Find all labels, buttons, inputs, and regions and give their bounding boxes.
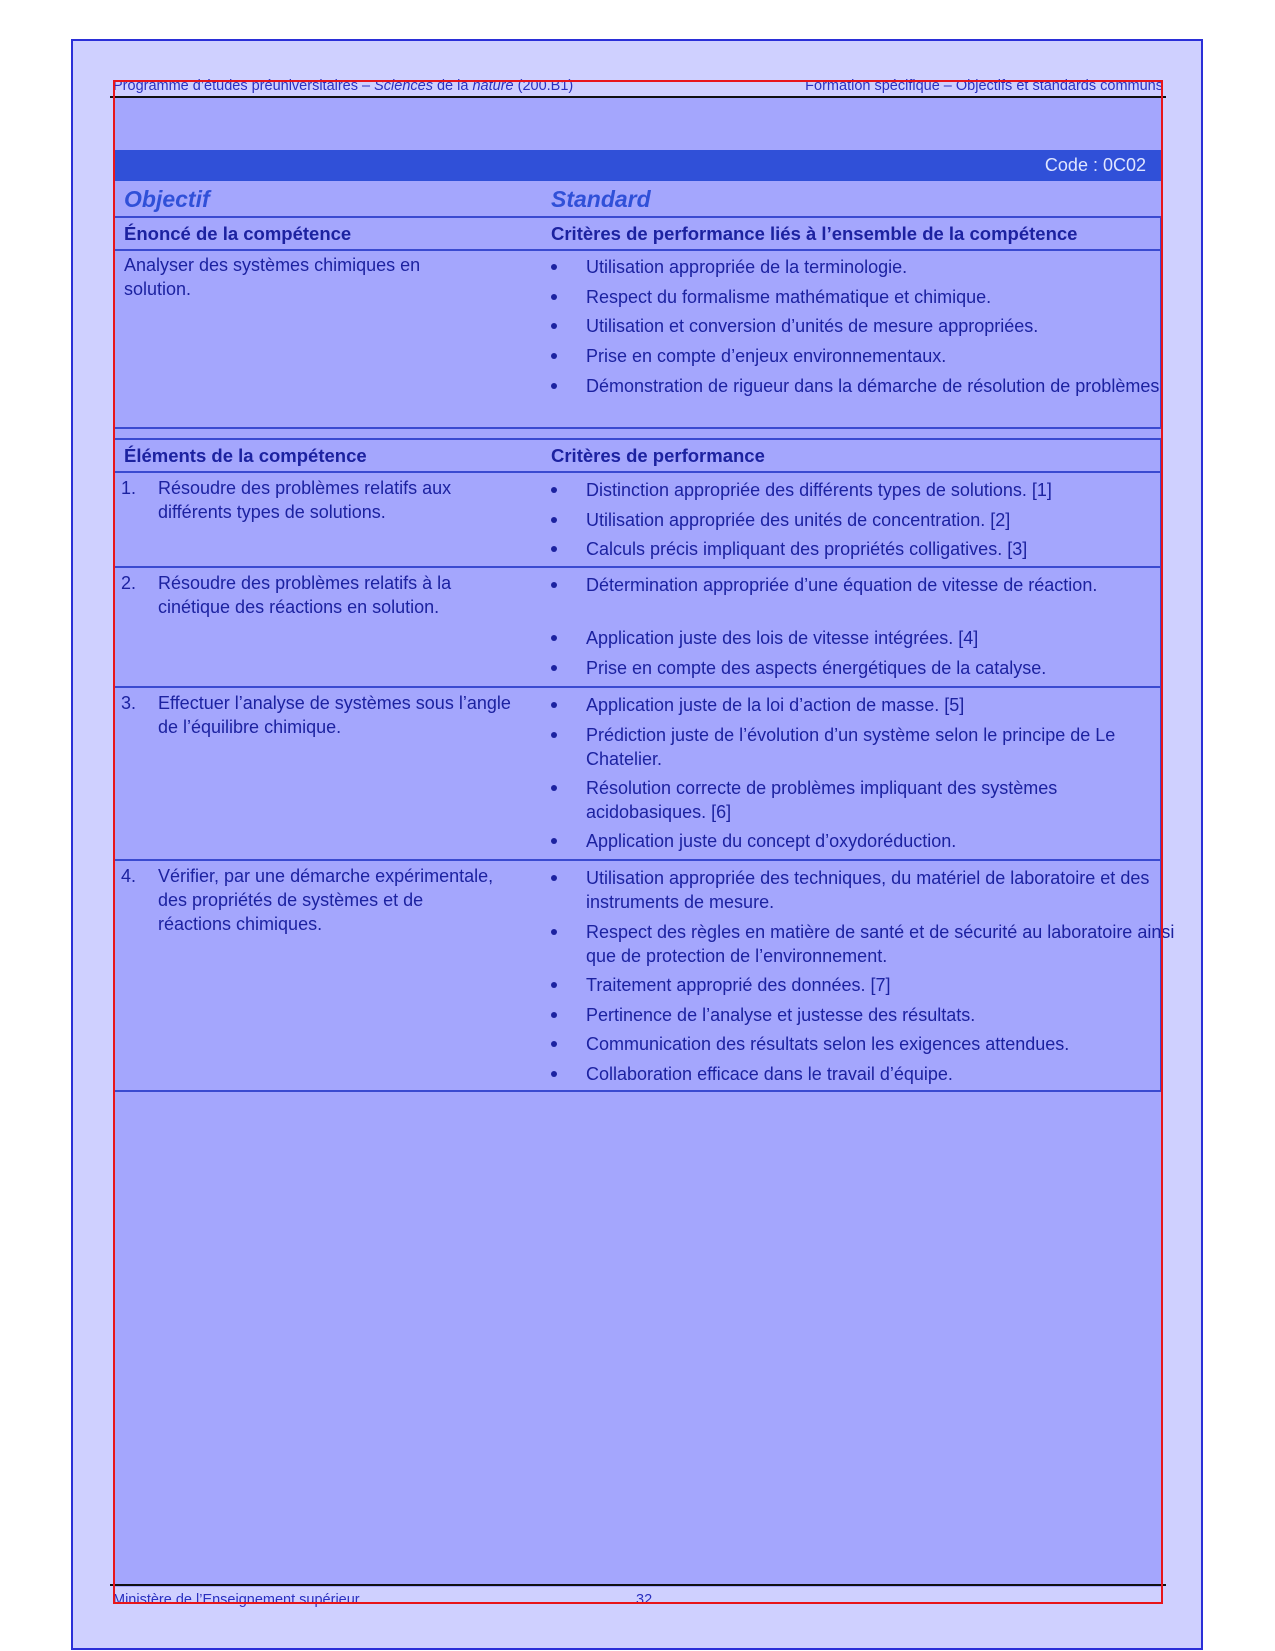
- bullet-icon: [551, 929, 557, 935]
- bullet-icon: [551, 982, 557, 988]
- bullet-icon: [551, 294, 557, 300]
- objective-title: Objectif: [124, 186, 210, 212]
- bullet-icon: [551, 582, 557, 588]
- bullet-icon: [551, 1071, 557, 1077]
- table-rule: [115, 566, 1160, 568]
- table-rule: [115, 686, 1160, 688]
- element-text: Vérifier, par une démarche expérimentale, des propriétés de systèmes et de réactions chimiques.: [158, 866, 494, 934]
- table-rule: [115, 471, 1160, 473]
- element-text: Résoudre des problèmes relatifs aux différents types de solutions.: [158, 478, 452, 522]
- bullet-icon: [551, 732, 557, 738]
- code-band: [113, 150, 1162, 181]
- element-text: Résoudre des problèmes relatifs à la cinétique des réactions en solution.: [158, 573, 452, 617]
- bullet-icon: [551, 875, 557, 881]
- standard-title: Standard: [551, 186, 651, 212]
- criteria-header: Critères de performance: [551, 445, 765, 466]
- bullet-icon: [551, 546, 557, 552]
- bullet-icon: [551, 702, 557, 708]
- running-header-left: Programme d’études préuniversitaires – Sciences de la nature (200.B1): [113, 78, 574, 94]
- element-number: 1.: [121, 478, 137, 498]
- footer-ministry: Ministère de l’Enseignement supérieur: [113, 1592, 360, 1608]
- bullet-icon: [551, 383, 557, 389]
- footer-rule: [110, 1584, 1166, 1586]
- global-criteria-header: Critères de performance liés à l’ensemble de la compétence: [551, 223, 1078, 244]
- elements-header: Éléments de la compétence: [124, 445, 367, 466]
- competency-statement: Analyser des systèmes chimiques en solution.: [124, 255, 421, 299]
- bullet-icon: [551, 264, 557, 270]
- element-text: Effectuer l’analyse de systèmes sous l’angle de l’équilibre chimique.: [158, 693, 511, 737]
- bullet-icon: [551, 517, 557, 523]
- bullet-icon: [551, 665, 557, 671]
- bullet-icon: [551, 487, 557, 493]
- bullet-icon: [551, 1012, 557, 1018]
- element-number: 2.: [121, 573, 137, 593]
- running-header-right: Formation spécifique – Objectifs et standards communs: [805, 78, 1163, 94]
- bullet-icon: [551, 323, 557, 329]
- bullet-icon: [551, 785, 557, 791]
- page-number: 32: [636, 1592, 653, 1608]
- bullet-icon: [551, 353, 557, 359]
- element-number: 4.: [121, 866, 137, 886]
- table-rule: [115, 249, 1160, 251]
- element-number: 3.: [121, 693, 137, 713]
- table-rule: [115, 859, 1160, 861]
- header-rule: [110, 96, 1166, 98]
- bullet-icon: [551, 838, 557, 844]
- statement-header: Énoncé de la compétence: [124, 223, 352, 244]
- bullet-icon: [551, 1041, 557, 1047]
- bullet-icon: [551, 635, 557, 641]
- competency-code: Code : 0C02: [1044, 155, 1146, 175]
